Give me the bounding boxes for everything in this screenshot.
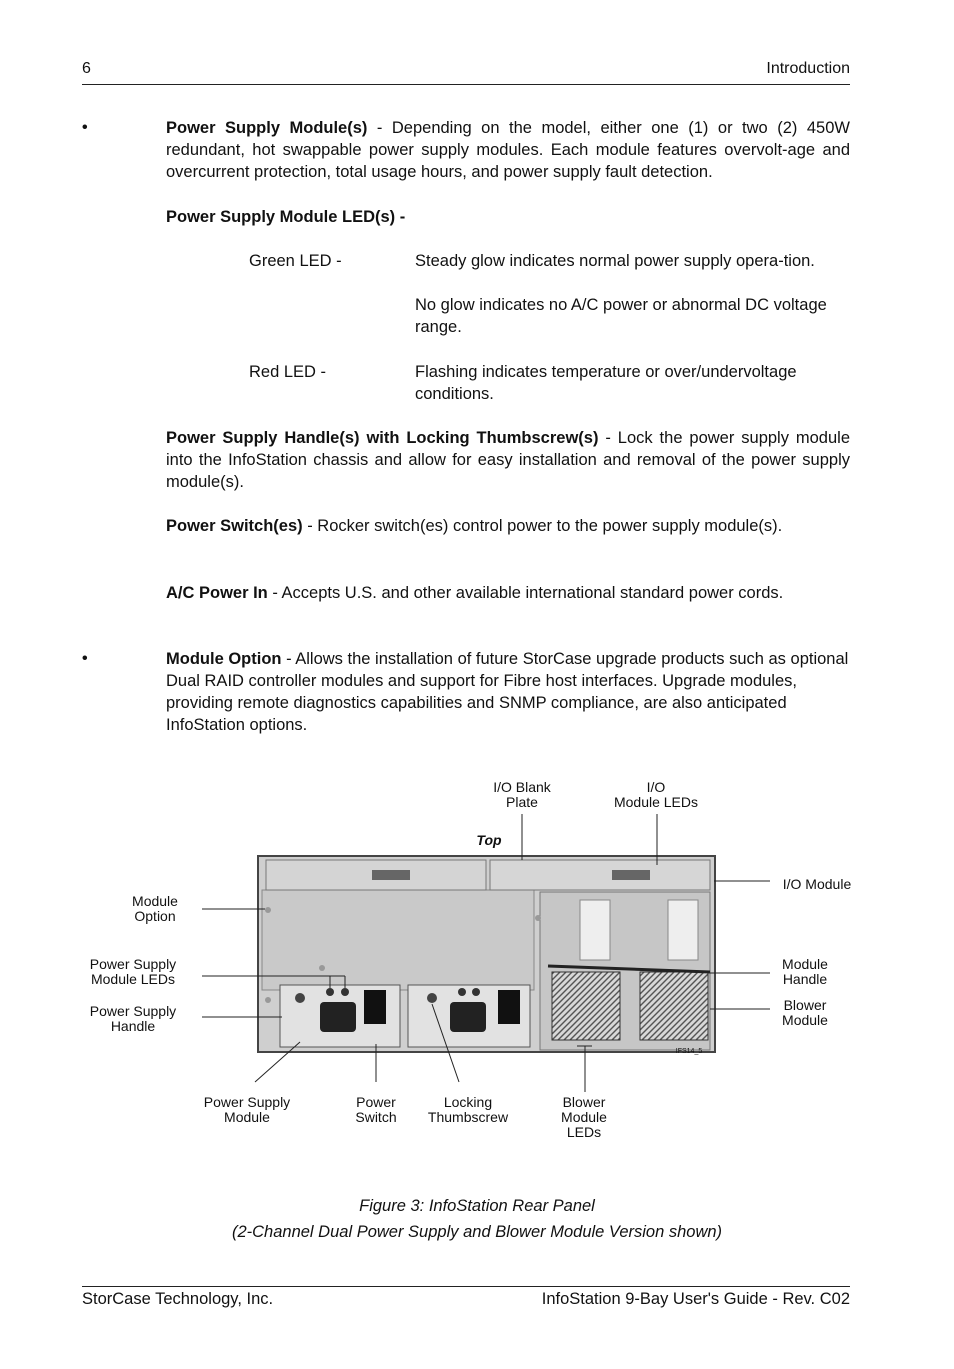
acin-text: - Accepts U.S. and other available international standard power cords.: [267, 584, 784, 602]
module-title: Module Option: [166, 650, 282, 668]
red-led-label: Red LED -: [249, 363, 327, 381]
psm-paragraph: [166, 117, 850, 183]
io-connector: [612, 870, 650, 880]
led-heading: [166, 206, 850, 228]
blower-module-1: [552, 972, 620, 1040]
label-blower-module: Blower Module: [782, 997, 828, 1028]
red-led-desc: Flashing indicates temperature or over/undervoltage conditions.: [415, 363, 797, 403]
blower-module-2: [640, 972, 708, 1040]
bullet-marker: •: [82, 650, 88, 667]
ac-power-in-2: [450, 1002, 486, 1032]
header-rule: [82, 84, 850, 85]
label-locking-thumbscrew: Locking Thumbscrew: [427, 1094, 509, 1125]
footer-rule: [82, 1286, 850, 1287]
green-led-label: Green LED -: [249, 252, 342, 270]
label-blower-leds: Blower Module LEDs: [561, 1094, 607, 1140]
psm-title: Power Supply Module(s): [166, 119, 368, 137]
switch-paragraph: [166, 515, 850, 537]
power-switch-2: [498, 990, 520, 1024]
label-io-module-leds: I/O Module LEDs: [613, 779, 699, 810]
switch-text: - Rocker switch(es) control power to the power supply module(s).: [302, 517, 783, 535]
label-module-option: Module Option: [132, 893, 178, 924]
handle-title: Power Supply Handle(s) with Locking Thumbscrew(s): [166, 429, 599, 447]
label-ps-handle: Power Supply Handle: [89, 1003, 177, 1034]
green-led-desc-2: No glow indicates no A/C power or abnormal DC voltage range.: [415, 296, 827, 336]
label-power-switch: Power Switch: [355, 1094, 397, 1125]
switch-title: Power Switch(es): [166, 517, 303, 535]
bullet-marker: •: [82, 119, 88, 136]
module-paragraph: [166, 648, 850, 736]
ps-led-icon: [458, 988, 466, 996]
figure-caption: Figure 3: InfoStation Rear Panel: [359, 1197, 595, 1215]
footer-company: StorCase Technology, Inc.: [82, 1290, 274, 1308]
led-heading-text: Power Supply Module LED(s) -: [166, 208, 406, 226]
ps-led-icon: [341, 988, 349, 996]
acin-title: A/C Power In: [166, 584, 268, 602]
section-title: Introduction: [766, 60, 850, 77]
footer-guide: InfoStation 9-Bay User's Guide - Rev. C02: [541, 1290, 850, 1308]
thumbscrew-icon: [427, 993, 437, 1003]
thumbscrew-icon: [295, 993, 305, 1003]
io-connector: [372, 870, 410, 880]
label-ps-module-leds: Power Supply Module LEDs: [89, 956, 177, 987]
power-switch-1: [364, 990, 386, 1024]
label-ps-module: Power Supply Module: [203, 1094, 291, 1125]
label-fig-code: IFS14_5: [675, 1048, 703, 1055]
figure-subcaption: (2-Channel Dual Power Supply and Blower Module Version shown): [231, 1223, 723, 1241]
psm-text: - Depending on the model, either one (1) or two (2) 450W redundant, hot swappable power supply modules. Each module features overvolt-age and overcurrent protection, total usage hours, and power supply fault detection.: [166, 119, 850, 181]
module-text: - Allows the installation of future StorCase upgrade products such as optional Dual RAID controller modules and support for Fibre host interfaces. Upgrade modules, providing remote diagnostics capabilities and SNMP compliance, are also anticipated InfoStation options.: [166, 650, 849, 734]
label-top: Top: [476, 832, 502, 848]
ps-led-icon: [472, 988, 480, 996]
label-io-module: I/O Module: [782, 876, 852, 892]
chassis-rear-panel: [258, 856, 715, 1052]
page-number: 6: [82, 60, 91, 77]
ps-led-icon: [326, 988, 334, 996]
label-io-blank-plate: I/O Blank Plate: [493, 779, 551, 810]
handle-text: - Lock the power supply module into the InfoStation chassis and allow for easy installation and removal of the power supply module(s).: [166, 429, 850, 491]
label-module-handle: Module Handle: [782, 956, 828, 987]
acin-paragraph: [166, 582, 850, 604]
ac-power-in-1: [320, 1002, 356, 1032]
handle-paragraph: [166, 427, 850, 493]
green-led-desc: Steady glow indicates normal power supply opera-tion.: [415, 252, 815, 270]
